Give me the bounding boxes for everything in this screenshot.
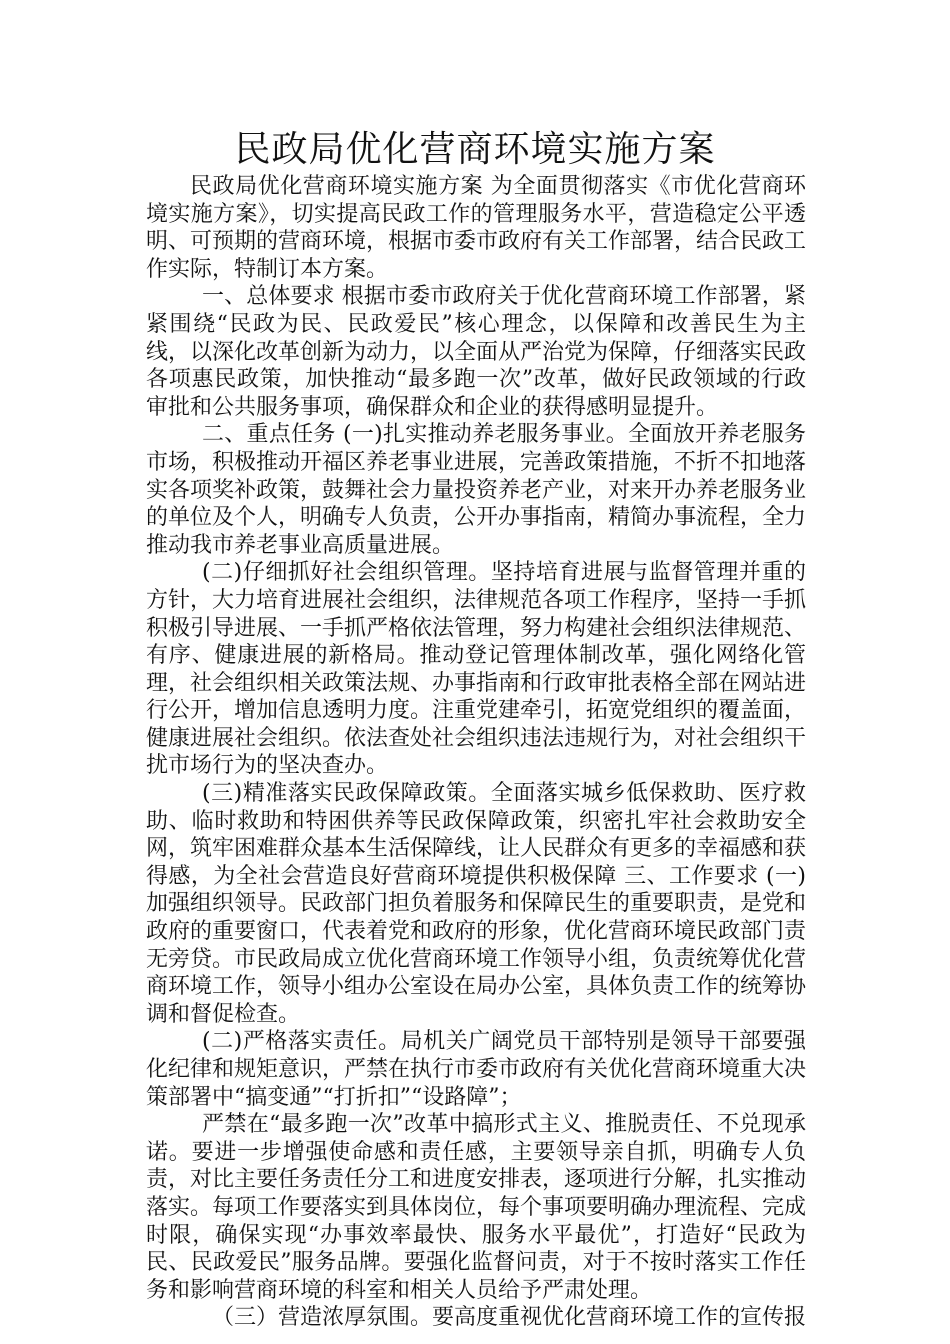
- paragraph-key-tasks: 二、重点任务 (一)扎实推动养老服务事业。全面放开养老服务市场，积极推动开福区养老事业进展，完善政策措施，不折不扣地落实各项奖补政策，鼓舞社会力量投资养老产业，对来开办养老服务业的单位及个人，明确专人负责，公开办事指南，精简办事流程，全力推动我市养老事业高质量进展。: [146, 422, 807, 558]
- paragraph-general-requirements: 一、总体要求 根据市委市政府关于优化营商环境工作部署，紧紧围绕“民政为民、民政爱民”核心理念，以保障和改善民生为主线，以深化改革创新为动力，以全面从严治党为保障，仔细落实民政各项惠民政策，加快推动“最多跑一次”改革，做好民政领域的行政审批和公共服务事项，确保群众和企业的获得感明显提升。: [146, 284, 807, 420]
- paragraph-civil-security: (三)精准落实民政保障政策。全面落实城乡低保救助、医疗救助、临时救助和特困供养等民政保障政策，织密扎牢社会救助安全网，筑牢困难群众基本生活保障线，让人民群众有更多的幸福感和获得感，为全社会营造良好营商环境提供积极保障 三、工作要求 (一)加强组织领导。民政部门担负着服务和保障民生的重要职责，是党和政府的重要窗口，代表着党和政府的形象，优化营商环境民政部门责无旁贷。市民政局成立优化营商环境工作领导小组，负责统筹优化营商环境工作，领导小组办公室设在局办公室，具体负责工作的统筹协调和督促检查。: [146, 781, 807, 1027]
- document-body: [146, 173, 806, 1332]
- document-title: 民政局优化营商环境实施方案: [234, 129, 716, 170]
- paragraph-social-organization: (二)仔细抓好社会组织管理。坚持培育进展与监督管理并重的方针，大力培育进展社会组织，法律规范各项工作程序，坚持一手抓积极引导进展、一手抓严格依法管理，努力构建社会组织法律规范、有序、健康进展的新格局。推动登记管理体制改革，强化网络化管理，社会组织相关政策法规、办事指南和行政审批表格全部在网站进行公开，增加信息透明力度。注重党建牵引，拓宽党组织的覆盖面，健康进展社会组织。依法查处社会组织违法违规行为，对社会组织干扰市场行为的坚决查办。: [146, 560, 807, 779]
- paragraph-intro: 民政局优化营商环境实施方案 为全面贯彻落实《市优化营商环境实施方案》，切实提高民政工作的管理服务水平，营造稳定公平透明、可预期的营商环境，根据市委市政府有关工作部署，结合民政工作实际，特制订本方案。: [146, 174, 807, 282]
- paragraph-responsibility: (二)严格落实责任。局机关广阔党员干部特别是领导干部要强化纪律和规矩意识，严禁在执行市委市政府有关优化营商环境重大决策部署中“搞变通”“打折扣”“设路障”；: [146, 1029, 807, 1110]
- paragraph-atmosphere: （三）营造浓厚氛围。要高度重视优化营商环境工作的宣传报: [212, 1305, 807, 1331]
- paragraph-prohibition: 严禁在“最多跑一次”改革中搞形式主义、推脱责任、不兑现承诺。要进一步增强使命感和责任感，主要领导亲自抓，明确专人负责，对比主要任务责任分工和进度安排表，逐项进行分解，扎实推动落实。每项工作要落实到具体岗位，每个事项要明确办理流程、完成时限，确保实现“办事效率最快、服务水平最优”，打造好“民政为民、民政爱民”服务品牌。要强化监督问责，对于不按时落实工作任务和影响营商环境的科室和相关人员给予严肃处理。: [146, 1112, 807, 1303]
